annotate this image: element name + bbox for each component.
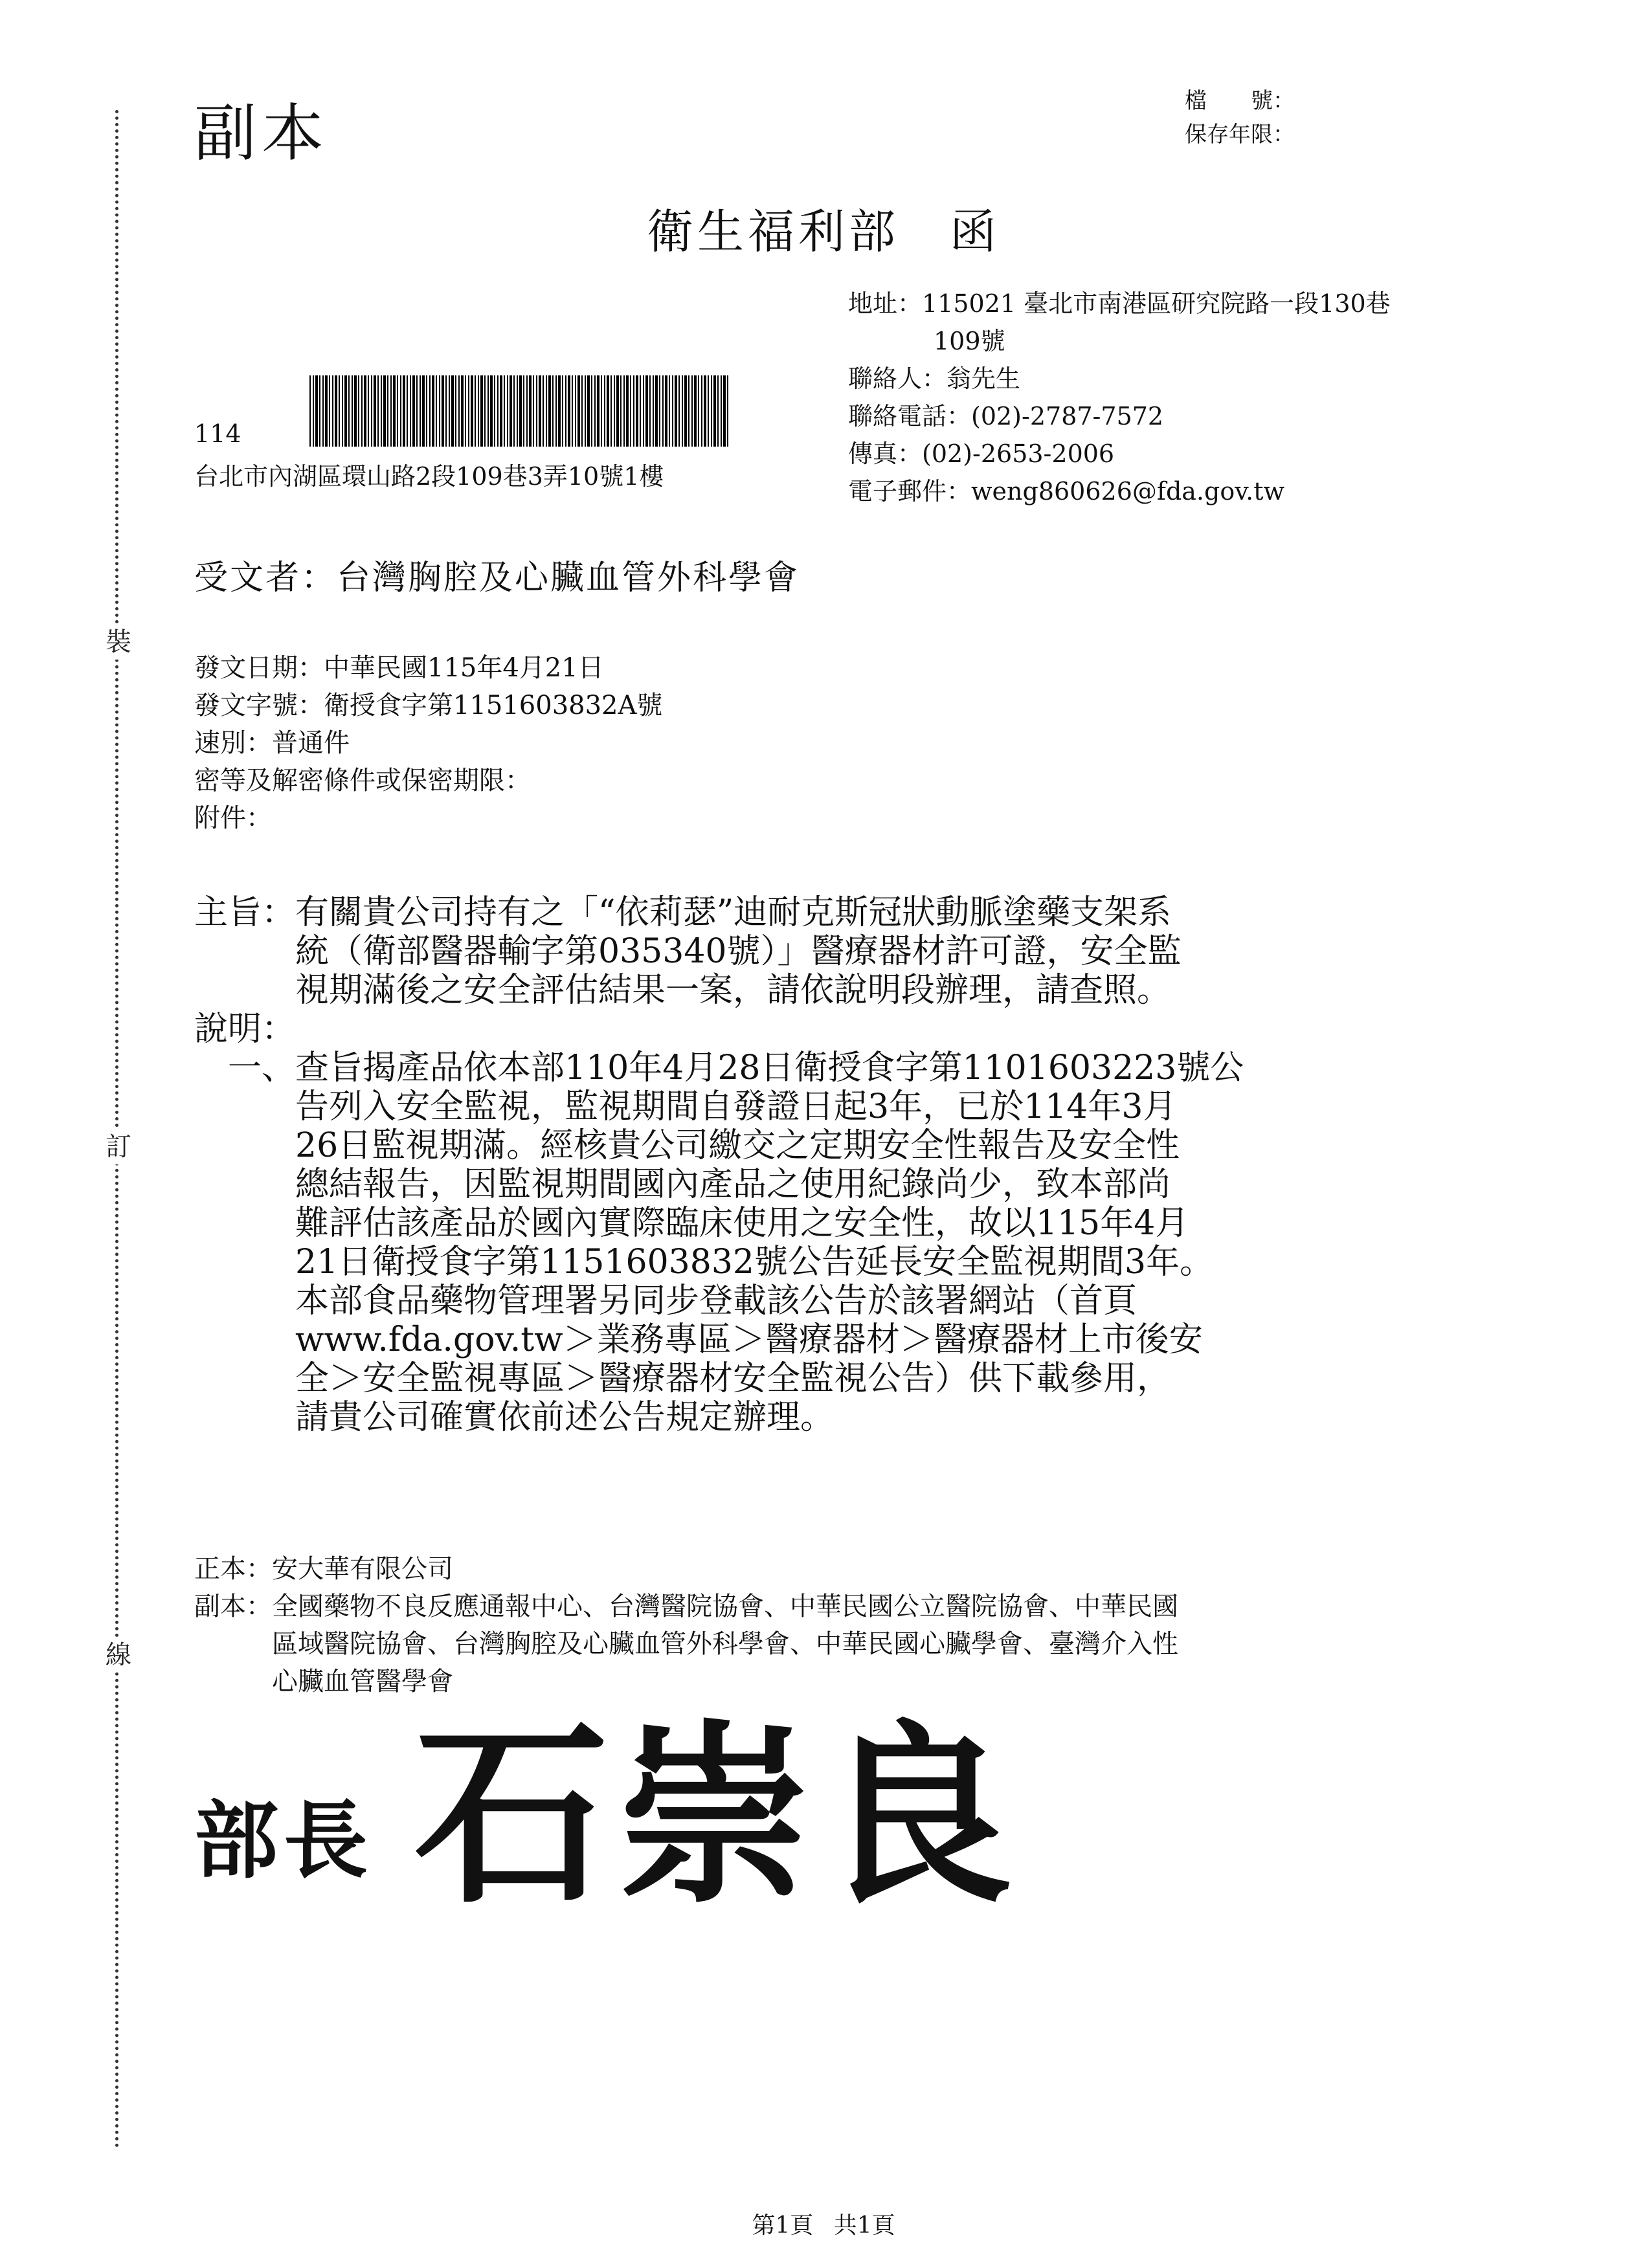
explanation-line: 請貴公司確實依前述公告規定辦理。 xyxy=(194,1398,835,1437)
explanation-line: 總結報告，因監視期間國內產品之使用紀錄尚少，致本部尚 xyxy=(194,1165,1171,1204)
retention-label: 保存年限： xyxy=(1185,122,1295,148)
binding-mark-line: 線 xyxy=(104,1638,133,1673)
distribution-list xyxy=(194,1550,1178,1700)
subject-line: 視期滿後之安全評估結果一案，請依說明段辦理，請查照。 xyxy=(194,971,1171,1010)
page-total: 共1頁 xyxy=(833,2212,895,2239)
recipient: 受文者：台灣胸腔及心臟血管外科學會 xyxy=(194,559,800,597)
sender-info xyxy=(848,285,1593,510)
secrecy-level: 密等及解密條件或保密期限： xyxy=(194,766,531,795)
postal-barcode xyxy=(309,375,730,447)
explanation-label: 說明： xyxy=(194,1010,296,1049)
mailing-address: 台北市內湖區環山路2段109巷3弄10號1樓 xyxy=(194,462,664,491)
explanation-line: 21日衛授食字第1151603832號公告延長安全監視期間3年。 xyxy=(194,1243,1214,1282)
document-title: 衛生福利部 函 xyxy=(646,205,1000,259)
copy-stamp: 副本 xyxy=(194,97,329,170)
document-number: 發文字號：衛授食字第1151603832A號 xyxy=(194,691,663,720)
explanation-line: www.fda.gov.tw＞業務專區＞醫療器材＞醫療器材上市後安 xyxy=(194,1320,1203,1359)
explanation-line: 26日監視期滿。經核貴公司繳交之定期安全性報告及安全性 xyxy=(194,1126,1180,1165)
page-number xyxy=(0,2207,1647,2240)
signatory-signature: 石崇良 xyxy=(414,1701,1020,1929)
sender-email: 電子郵件：weng860626@fda.gov.tw xyxy=(848,477,1285,506)
document-meta xyxy=(194,649,662,837)
issue-date: 發文日期：中華民國115年4月21日 xyxy=(194,653,604,683)
file-info xyxy=(1185,84,1295,151)
document-body xyxy=(194,893,1244,1437)
explanation-line: 告列入安全監視，監視期間自發證日起3年，已於114年3月 xyxy=(194,1087,1177,1126)
copy-recipients: 心臟血管醫學會 xyxy=(194,1667,453,1696)
page-current: 第1頁 xyxy=(752,2212,814,2239)
sender-phone: 聯絡電話：(02)-2787-7572 xyxy=(848,402,1164,430)
original-recipient: 正本：安大華有限公司 xyxy=(194,1554,453,1584)
sender-address: 地址：115021 臺北市南港區研究院路一段130巷 xyxy=(848,289,1391,318)
attachment: 附件： xyxy=(194,803,272,833)
file-number-label: 檔 號： xyxy=(1185,88,1295,114)
sender-address-cont: 109號 xyxy=(934,327,1005,355)
explanation-line: 一、查旨揭產品依本部110年4月28日衛授食字第1101603223號公 xyxy=(194,1049,1244,1087)
mailing-zip: 114 xyxy=(194,419,241,448)
copy-recipients: 副本：全國藥物不良反應通報中心、台灣醫院協會、中華民國公立醫院協會、中華民國 xyxy=(194,1592,1178,1621)
subject-line: 統（衛部醫器輸字第035340號）」醫療器材許可證，安全監 xyxy=(194,932,1182,971)
subject-line: 主旨：有關貴公司持有之「“依莉瑟”迪耐克斯冠狀動脈塗藥支架系 xyxy=(194,893,1172,932)
signatory-title: 部長 xyxy=(194,1791,374,1890)
copy-recipients: 區域醫院協會、台灣胸腔及心臟血管外科學會、中華民國心臟學會、臺灣介入性 xyxy=(194,1629,1178,1659)
binding-mark-staple: 訂 xyxy=(104,1129,133,1164)
explanation-line: 全＞安全監視專區＞醫療器材安全監視公告）供下載參用， xyxy=(194,1359,1171,1398)
sender-fax: 傳真：(02)-2653-2006 xyxy=(848,439,1115,468)
explanation-line: 難評估該產品於國內實際臨床使用之安全性，故以115年4月 xyxy=(194,1204,1189,1243)
binding-mark-bind: 裝 xyxy=(104,625,133,660)
delivery-speed: 速別：普通件 xyxy=(194,728,350,758)
sender-contact: 聯絡人：翁先生 xyxy=(848,364,1021,393)
explanation-line: 本部食品藥物管理署另同步登載該公告於該署網站（首頁 xyxy=(194,1282,1137,1320)
